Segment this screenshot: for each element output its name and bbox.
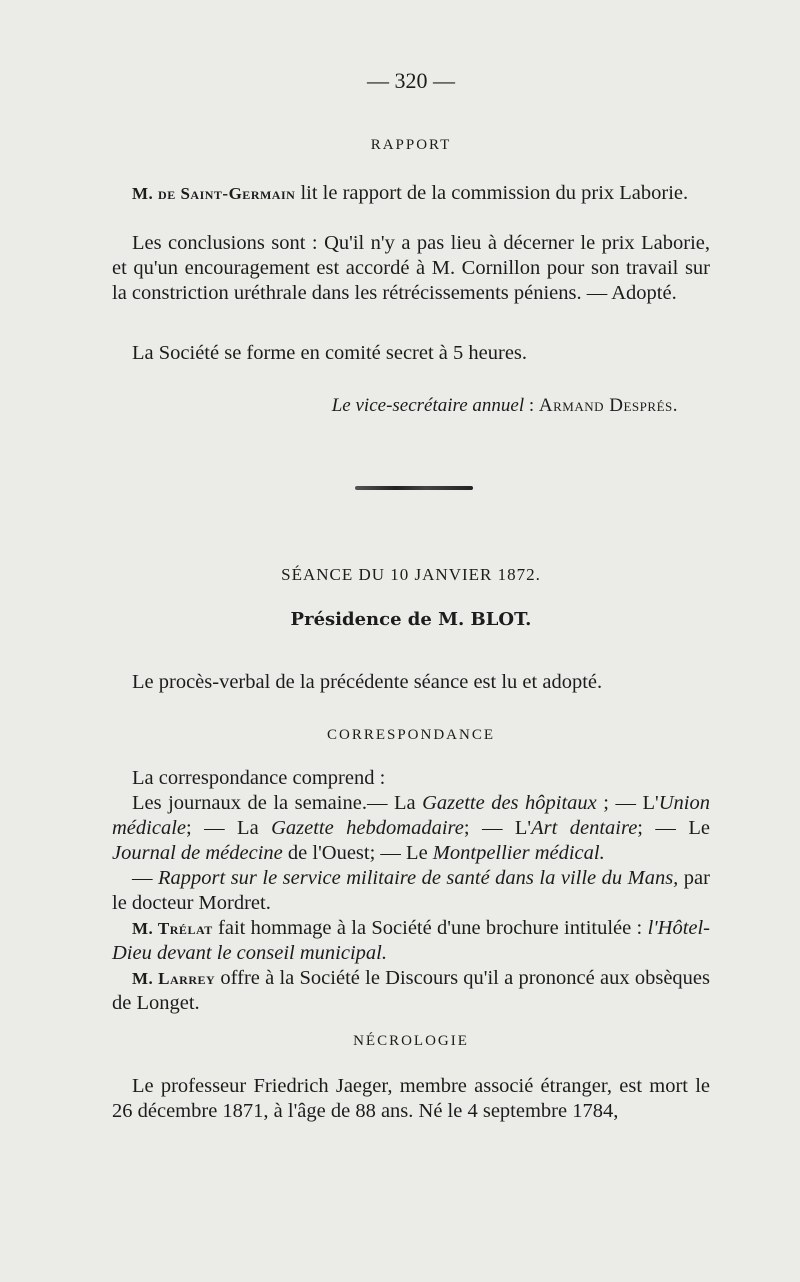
signature-role: Le vice-secrétaire annuel	[331, 395, 525, 416]
journal-title: Gazette hebdomadaire	[271, 817, 464, 839]
paragraph-text: fait hommage à la Société d'une brochure intitulée :	[212, 917, 648, 939]
rapport-mordret-paragraph	[112, 866, 710, 916]
correspondance-intro: La correspondance comprend :	[132, 767, 386, 789]
paragraph-text: offre à la Société le Discours qu'il a prononcé aux obsèques de Longet.	[112, 967, 710, 1014]
rapport-paragraph-2: Les conclusions sont : Qu'il n'y a pas lieu à décerner le prix Laborie, et qu'un encouragement est accordé à M. Cornillon pour son travail sur la constriction uréthrale dans les rétrécissements péniens. — Adopté.	[112, 232, 710, 304]
necrologie-paragraph: Le professeur Friedrich Jaeger, membre associé étranger, est mort le 26 décembre 1871, à l'âge de 88 ans. Né le 4 septembre 1784,	[112, 1075, 710, 1122]
journaux-text: Les journaux de la semaine.— La	[132, 792, 423, 814]
rapport-heading: RAPPORT	[370, 137, 452, 153]
journaux-text: ; — L'	[463, 817, 532, 839]
proces-verbal: Le procès-verbal de la précédente séance est lu et adopté.	[132, 671, 603, 693]
rapport-paragraph-1	[112, 181, 710, 206]
paragraph-text: lit le rapport de la commission du prix Laborie.	[300, 182, 689, 204]
journal-title: Art dentaire	[531, 817, 638, 839]
journal-title: Montpellier médical.	[432, 842, 605, 864]
journaux-paragraph	[112, 791, 710, 866]
rapport-author: par le docteur Mordret.	[112, 867, 710, 914]
journal-title: Union médicale	[112, 792, 710, 839]
journaux-text: ; — La	[186, 817, 272, 839]
section-divider	[355, 486, 473, 490]
journal-title: Gazette des hôpitaux	[422, 792, 597, 814]
journal-title: Journal de médecine	[112, 842, 283, 864]
speaker-name: M. Larrey	[132, 969, 216, 988]
signature-name: Armand Després.	[538, 395, 678, 416]
speaker-name: M. de Saint-Germain	[132, 184, 296, 203]
journaux-text: de l'Ouest; — Le	[282, 842, 433, 864]
correspondance-heading: CORRESPONDANCE	[326, 727, 496, 743]
presidence: Présidence de M. BLOT.	[290, 609, 532, 630]
trelat-paragraph	[112, 916, 710, 966]
rapport-paragraph-3: La Société se forme en comité secret à 5 heures.	[132, 342, 528, 364]
signature-separator: :	[524, 395, 539, 416]
seance-title: SÉANCE DU 10 JANVIER 1872.	[281, 565, 541, 584]
journaux-text: ; — L'	[596, 792, 659, 814]
page-number: — 320 —	[367, 68, 455, 93]
larrey-paragraph	[112, 966, 710, 1016]
necrologie-heading: NÉCROLOGIE	[353, 1033, 469, 1049]
rapport-title: Rapport sur le service militaire de santé dans la ville du Mans,	[158, 867, 679, 889]
signature	[112, 393, 710, 418]
brochure-title: l'Hôtel-Dieu devant le conseil municipal.	[112, 917, 711, 964]
dash: —	[132, 867, 158, 889]
speaker-name: M. Trélat	[132, 919, 213, 938]
journaux-text: ; — Le	[637, 817, 710, 839]
